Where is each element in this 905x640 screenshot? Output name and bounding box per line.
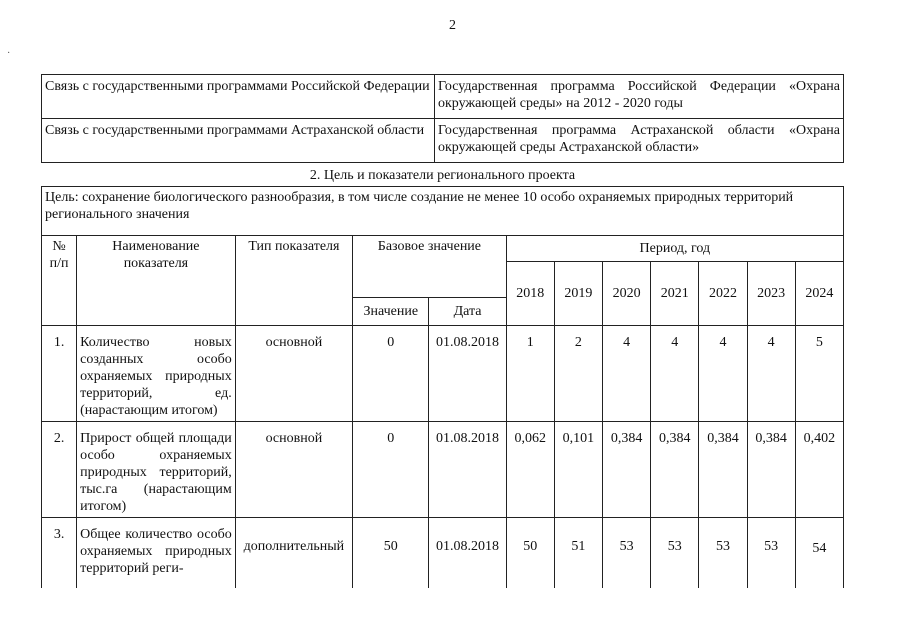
scan-speck: · <box>7 48 11 59</box>
row-name: Прирост общей площади особо охраняемых природных территорий, тыс.га (нарастающим итогом) <box>77 422 236 518</box>
row-base-date: 01.08.2018 <box>429 518 506 588</box>
year-header: 2021 <box>651 262 699 326</box>
program-link-label: Связь с государственными программами Астраханской области <box>42 119 435 163</box>
row-year-value: 0,384 <box>651 422 699 518</box>
year-header: 2019 <box>554 262 602 326</box>
header-period: Период, год <box>506 236 843 262</box>
row-year-value: 53 <box>699 518 747 588</box>
row-year-value: 0,384 <box>603 422 651 518</box>
row-name: Общее количество особо охраняемых природных территорий реги- <box>77 518 236 588</box>
header-name: Наименование показателя <box>77 236 236 326</box>
program-link-row <box>42 75 844 119</box>
header-base-value: Значение <box>353 298 429 326</box>
year-header: 2024 <box>795 262 843 326</box>
program-link-row <box>42 119 844 163</box>
row-year-value: 50 <box>506 518 554 588</box>
indicators-table <box>41 186 844 588</box>
row-year-value: 1 <box>506 326 554 422</box>
year-header: 2022 <box>699 262 747 326</box>
header-type: Тип показателя <box>235 236 352 326</box>
program-link-value: Государственная программа Астраханской области «Охрана окружающей среды Астраханской области» <box>435 119 844 163</box>
row-year-value: 4 <box>699 326 747 422</box>
row-year-value: 53 <box>603 518 651 588</box>
row-year-value: 0,101 <box>554 422 602 518</box>
row-base-value: 50 <box>353 518 429 588</box>
row-year-value: 4 <box>603 326 651 422</box>
row-type: дополнительный <box>235 518 352 588</box>
row-year-value: 53 <box>747 518 795 588</box>
row-year-value: 54 <box>795 518 843 588</box>
row-year-value: 0,402 <box>795 422 843 518</box>
year-header: 2020 <box>603 262 651 326</box>
table-row <box>42 422 844 518</box>
row-year-value: 2 <box>554 326 602 422</box>
row-year-value: 4 <box>747 326 795 422</box>
row-year-value: 0,062 <box>506 422 554 518</box>
program-link-label: Связь с государственными программами Российской Федерации <box>42 75 435 119</box>
row-type: основной <box>235 422 352 518</box>
row-year-value: 53 <box>651 518 699 588</box>
table-row <box>42 518 844 588</box>
header-base: Базовое значение <box>353 236 507 298</box>
page-number: 2 <box>449 18 456 33</box>
row-year-value: 5 <box>795 326 843 422</box>
row-base-value: 0 <box>353 326 429 422</box>
row-year-value: 0,384 <box>699 422 747 518</box>
section-title: 2. Цель и показатели регионального проекта <box>309 168 576 183</box>
row-name: Количество новых созданных особо охраняемых природных территорий, ед. (нарастающим итогом) <box>77 326 236 422</box>
row-year-value: 51 <box>554 518 602 588</box>
header-num: № п/п <box>42 236 77 326</box>
row-year-value: 0,384 <box>747 422 795 518</box>
row-base-value: 0 <box>353 422 429 518</box>
row-num: 2. <box>42 422 77 518</box>
row-base-date: 01.08.2018 <box>429 326 506 422</box>
header-base-date: Дата <box>429 298 506 326</box>
goal-text: Цель: сохранение биологического разнообразия, в том числе создание не менее 10 особо охраняемых природных территорий регионального значения <box>42 187 844 236</box>
table-row <box>42 326 844 422</box>
program-link-value: Государственная программа Российской Федерации «Охрана окружающей среды» на 2012 - 2020 годы <box>435 75 844 119</box>
program-links-table <box>41 74 844 163</box>
row-type: основной <box>235 326 352 422</box>
row-num: 3. <box>42 518 77 588</box>
row-base-date: 01.08.2018 <box>429 422 506 518</box>
year-header: 2023 <box>747 262 795 326</box>
row-year-value: 4 <box>651 326 699 422</box>
row-num: 1. <box>42 326 77 422</box>
year-header: 2018 <box>506 262 554 326</box>
